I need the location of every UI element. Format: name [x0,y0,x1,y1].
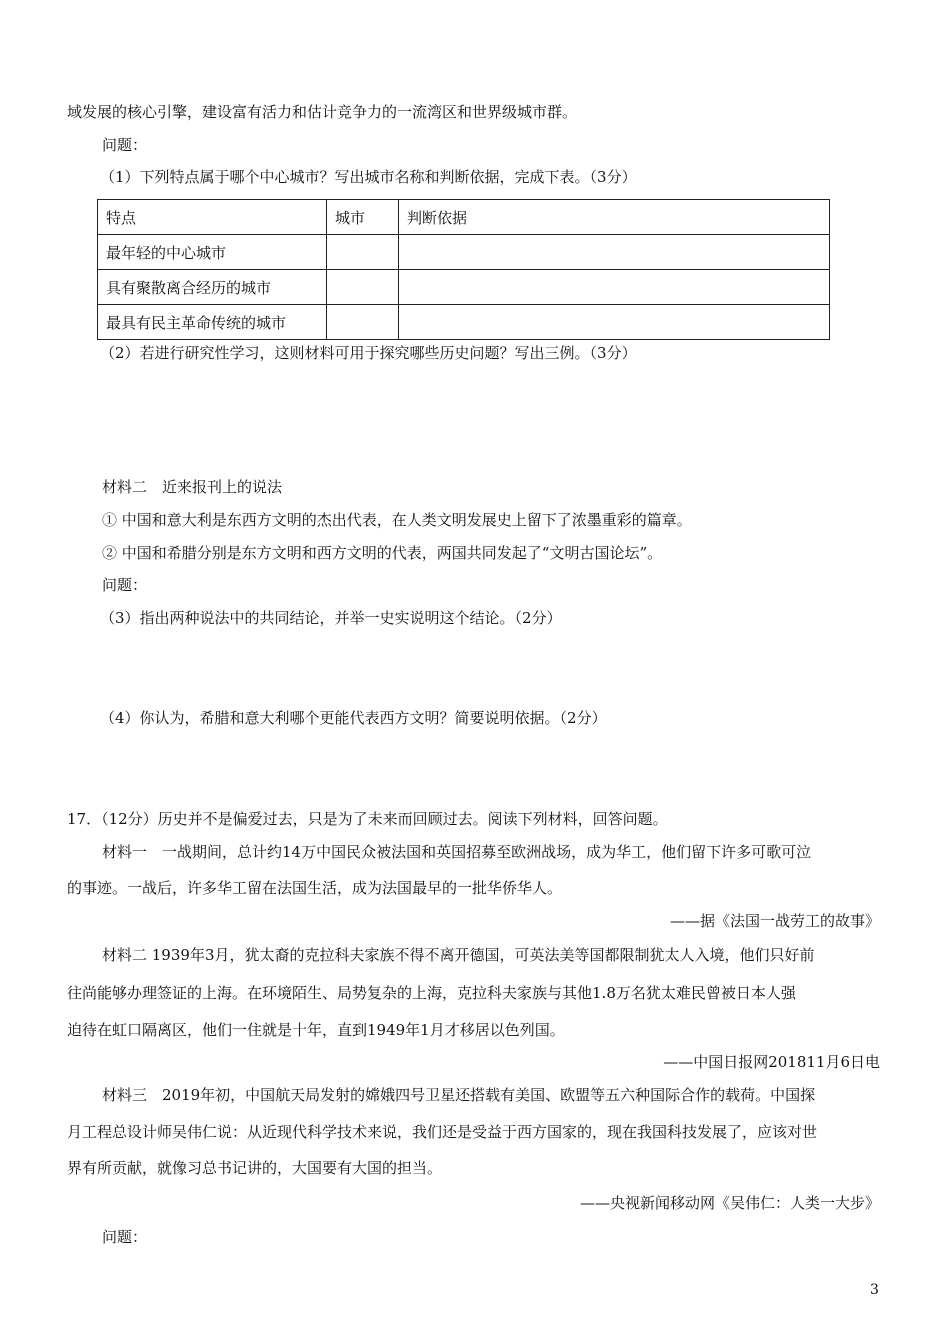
material-2b-text: 往尚能够办理签证的上海。在环境陌生、局势复杂的上海，克拉科夫家族与其他1.8万名犹太难民曾被日本人强 [67,984,796,1002]
text-line: 域发展的核心引擎，建设富有活力和估计竞争力的一流湾区和世界级城市群。 [67,103,578,121]
answer-table [97,199,830,340]
material-3-source: ——央视新闻移动网《吴伟仁：人类一大步》 [579,1194,880,1212]
table-row [98,305,830,340]
material-3-text: 界有所贡献，就像习总书记讲的，大国要有大国的担当。 [67,1159,443,1177]
statement-1: ① 中国和意大利是东西方文明的杰出代表，在人类文明发展史上留下了浓墨重彩的篇章。 [102,511,692,529]
question-17: 17．（12分）历史并不是偏爱过去，只是为了未来而回顾过去。阅读下列材料，回答问题。 [67,810,668,828]
table-cell-feature: 具有聚散离合经历的城市 [98,270,327,305]
table-row [98,270,830,305]
table-header-cell: 城市 [327,200,399,235]
material-2b-text: 迫待在虹口隔离区，他们一住就是十年，直到1949年1月才移居以色列国。 [67,1021,565,1039]
question-label: 问题： [102,136,148,154]
page-number: 3 [870,1282,879,1298]
statement-2: ② 中国和希腊分别是东方文明和西方文明的代表，两国共同发起了“文明古国论坛”。 [102,544,663,562]
table-header-row [98,200,830,235]
material-2b-source: ——中国日报网201811月6日电 [663,1053,880,1071]
table-cell-feature: 最具有民主革命传统的城市 [98,305,327,340]
material-3-text: 材料三 2019年初，中国航天局发射的嫦娥四号卫星还搭载有美国、欧盟等五六种国际合作的载荷。中国探 [102,1086,816,1104]
material-2-title: 材料二 近来报刊上的说法 [102,478,283,496]
question-3: （3）指出两种说法中的共同结论，并举一史实说明这个结论。（2分） [100,609,562,627]
material-2b-text: 材料二 1939年3月，犹太裔的克拉科夫家族不得不离开德国，可英法美等国都限制犹太人入境，他们只好前 [102,946,815,964]
table-cell-city[interactable] [327,270,399,305]
question-label: 问题： [102,576,148,594]
question-label: 问题： [102,1228,148,1246]
material-1-text: 材料一 一战期间，总计约14万中国民众被法国和英国招募至欧洲战场，成为华工，他们留下许多可歌可泣 [102,843,812,861]
table-cell-basis[interactable] [399,270,830,305]
table-cell-city[interactable] [327,305,399,340]
table-header-cell: 特点 [98,200,327,235]
table-cell-basis[interactable] [399,235,830,270]
material-1-text: 的事迹。一战后，许多华工留在法国生活，成为法国最早的一批华侨华人。 [67,879,563,897]
material-1-source: ——据《法国一战劳工的故事》 [669,912,880,930]
table-cell-city[interactable] [327,235,399,270]
question-2: （2）若进行研究性学习，这则材料可用于探究哪些历史问题？写出三例。（3分） [100,344,637,362]
table-row [98,235,830,270]
material-3-text: 月工程总设计师吴伟仁说：从近现代科学技术来说，我们还是受益于西方国家的，现在我国科技发展了，应该对世 [67,1123,818,1141]
table-cell-feature: 最年轻的中心城市 [98,235,327,270]
question-1: （1）下列特点属于哪个中心城市？写出城市名称和判断依据，完成下表。（3分） [100,168,637,186]
table-header-cell: 判断依据 [399,200,830,235]
table-cell-basis[interactable] [399,305,830,340]
question-4: （4）你认为，希腊和意大利哪个更能代表西方文明？简要说明依据。（2分） [100,709,607,727]
